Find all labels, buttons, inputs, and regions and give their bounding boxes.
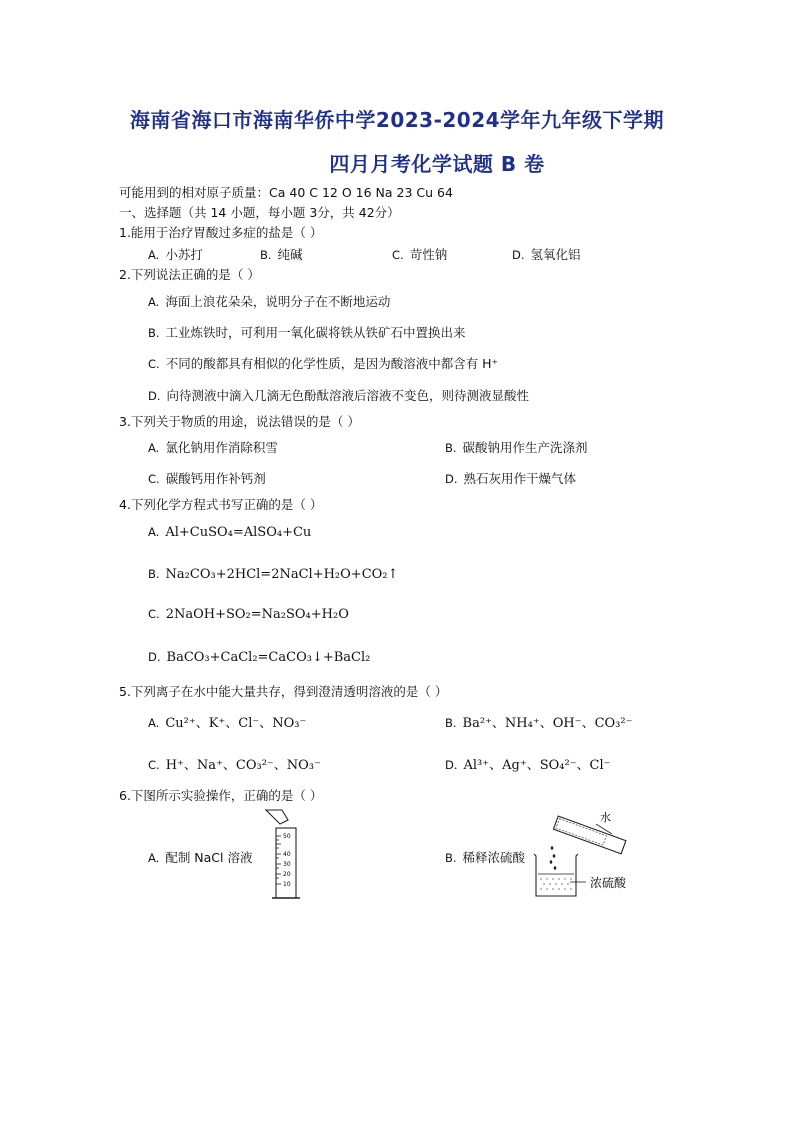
q5-option-c[interactable]: C. H⁺、Na⁺、CO₃²⁻、NO₃⁻ [148,758,321,773]
q1-option-b[interactable]: B. 纯碱 [260,247,303,262]
question-4-stem: 4.下列化学方程式书写正确的是（ ） [119,497,323,512]
water-label: 水 [600,811,611,824]
q2-option-b[interactable]: B. 工业炼铁时，可利用一氧化碳将铁从铁矿石中置换出来 [148,325,466,340]
q1-option-d[interactable]: D. 氢氧化铝 [512,247,581,262]
exam-title-line1: 海南省海口市海南华侨中学2023-2024学年九年级下学期 [129,108,665,132]
q4-option-d[interactable]: D. BaCO₃+CaCl₂=CaCO₃↓+BaCl₂ [148,650,371,665]
q6-option-b[interactable]: B. 稀释浓硫酸 [445,850,526,865]
q5-option-d[interactable]: D. Al³⁺、Ag⁺、SO₄²⁻、Cl⁻ [445,758,611,773]
q5-option-b[interactable]: B. Ba²⁺、NH₄⁺、OH⁻、CO₃²⁻ [445,716,633,731]
question-5-stem: 5.下列离子在水中能大量共存，得到澄清透明溶液的是（ ） [119,684,448,699]
q5-option-a[interactable]: A. Cu²⁺、K⁺、Cl⁻、NO₃⁻ [148,716,307,731]
question-2-stem: 2.下列说法正确的是（ ） [119,267,260,282]
q3-option-b[interactable]: B. 碳酸钠用作生产洗涤剂 [445,440,588,455]
section-heading: 一、选择题（共 14 小题，每小题 3分，共 42分） [119,205,400,220]
q4-option-b[interactable]: B. Na₂CO₃+2HCl=2NaCl+H₂O+CO₂↑ [148,567,399,582]
measuring-cylinder-figure [262,806,312,902]
q2-option-d[interactable]: D. 向待测液中滴入几滴无色酚酞溶液后溶液不变色，则待测液显酸性 [148,388,530,403]
cylinder-tick-40: 40 [283,851,291,858]
q2-option-a[interactable]: A. 海面上浪花朵朵，说明分子在不断地运动 [148,294,391,309]
q4-option-a[interactable]: A. Al+CuSO₄=AlSO₄+Cu [148,525,312,540]
dilution-figure [530,806,640,902]
exam-title-line2: 四月月考化学试题 B 卷 [329,152,545,176]
question-1-stem: 1.能用于治疗胃酸过多症的盐是（ ） [119,225,323,240]
q4-option-c[interactable]: C. 2NaOH+SO₂=Na₂SO₄+H₂O [148,607,349,622]
cylinder-tick-50: 50 [283,833,291,840]
q6-option-a[interactable]: A. 配制 NaCl 溶液 [148,850,253,865]
q3-option-d[interactable]: D. 熟石灰用作干燥气体 [445,471,577,486]
cylinder-tick-10: 10 [283,881,291,888]
q1-option-c[interactable]: C. 苛性钠 [392,247,448,262]
q2-option-c[interactable]: C. 不同的酸都具有相似的化学性质，是因为酸溶液中都含有 H⁺ [148,356,499,371]
q3-option-c[interactable]: C. 碳酸钙用作补钙剂 [148,471,266,486]
atomic-mass-note: 可能用到的相对原子质量：Ca 40 C 12 O 16 Na 23 Cu 64 [119,185,453,200]
q3-option-a[interactable]: A. 氯化钠用作消除积雪 [148,440,278,455]
cylinder-tick-30: 30 [283,861,291,868]
question-3-stem: 3.下列关于物质的用途，说法错误的是（ ） [119,414,360,429]
cylinder-tick-20: 20 [283,871,291,878]
q1-option-a[interactable]: A. 小苏打 [148,247,203,262]
acid-label: 浓硫酸 [590,876,627,890]
question-6-stem: 6.下图所示实验操作，正确的是（ ） [119,788,323,803]
